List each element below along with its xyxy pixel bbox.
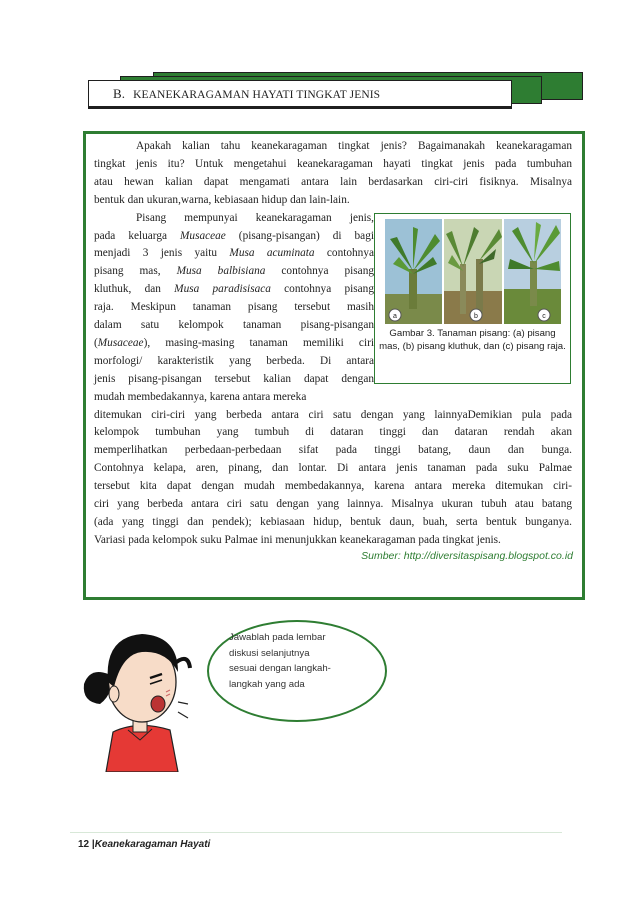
text-line: pisang mas, Musa balbisiana contohnya pisang [94,265,374,278]
text-line: kelompok tumbuhan yang tumbuh di dataran tinggi dan dataran rendah akan [94,426,572,439]
girl-illustration [78,612,198,772]
label-a: a [393,313,397,320]
photo-pisang-mas [385,219,442,324]
text-line: Contohnya kelapa, aren, pinang, dan lontar. Di antara jenis tanaman pada suku Palmae [94,462,572,475]
page-footer: 12 |Keanekaragaman Hayati [78,839,211,850]
text-line: tingkat jenis itu? Untuk mengetahui keanekaragaman hayati tingkat jenis pada tumbuhan [94,157,572,170]
page-number: 12 [78,839,90,850]
text-line: morfologi/ karakteristik yang berbeda. Di antara [94,354,374,367]
label-b: b [474,313,478,320]
text-line: Apakah kalian tahu keanekaragaman tingkat jenis? Bagaimanakah keanekaragaman [136,140,572,152]
figure-caption: Gambar 3. Tanaman pisang: (a) pisang mas, (b) pisang kluthuk, dan (c) pisang raja. [379,328,566,352]
text-line: tersebut kita dapat dengan mudah membedakannya, karena antara mereka ditemukan ciri- [94,480,572,493]
text-line: ciri yang berbeda antara ciri satu dengan yang lainnya. Misalnya ukuran tubuh atau batang [94,498,572,510]
bubble-line: langkah yang ada [229,678,305,690]
figure-banana [374,213,571,384]
text-line: Pisang mempunyai keanekaragaman jenis, [136,211,374,224]
text-line: memperlihatkan perbedaan-perbedaan sifat pada tinggi batang, daun dan bunga. [94,444,572,457]
text-line: jenis pisang-pisangan tersebut kalian dapat dengan [94,372,374,385]
text-line: kluthuk, dan Musa paradisisaca contohnya pisang [94,283,374,296]
photo-pisang-kluthuk [444,219,502,324]
footer-title: Keanekaragaman Hayati [94,839,211,850]
text-line: (Musaceae), masing-masing tanaman memiliki ciri [94,336,374,349]
section-letter: B. [113,86,126,101]
text-line: pada keluarga Musaceae (pisang-pisangan) di bagi [94,229,374,242]
bubble-line: sesuai dengan langkah- [229,663,331,675]
text-line: menjadi 3 jenis yaitu Musa acuminata contohnya [94,247,374,260]
text-line: mudah membedakannya, karena antara mereka [94,390,307,403]
text-line: atau hewan kalian dapat mengamati antara lain berdasarkan ciri-ciri fisiknya. Misalnya [94,175,572,188]
bubble-line: Jawablah pada lembar [229,632,326,643]
source-citation: Sumber: http://diversitaspisang.blogspot.co.id [361,550,573,562]
bubble-line: diskusi selanjutnya [229,647,310,659]
footer-divider [70,832,562,833]
text-line: Variasi pada kelompok suku Palmae ini menunjukkan keanekaragaman pada tingkat jenis. [94,533,501,546]
photo-pisang-raja [504,219,561,324]
text-line: dalam satu kelompok tanaman pisang-pisangan [94,319,374,331]
text-line: ditemukan ciri-ciri yang berbeda antara ciri satu dengan yang lainnyaDemikian pula pada [94,408,572,421]
section-title [113,86,380,102]
label-c: c [542,313,546,320]
section-banner [88,80,512,109]
text-line: raja. Meskipun tanaman pisang tersebut masih [94,301,374,314]
section-title-text: KEANEKARAGAMAN HAYATI TINGKAT JENIS [133,89,381,101]
text-line: bentuk dan ukuran,warna, kebiasaan hidup dan lain-lain. [94,193,350,206]
speech-bubble-text [229,630,369,692]
text-line: (ada yang tinggi dan pendek); kebiasaan hidup, bentuk daun, buah, serta bentuk bunganya. [94,515,572,528]
